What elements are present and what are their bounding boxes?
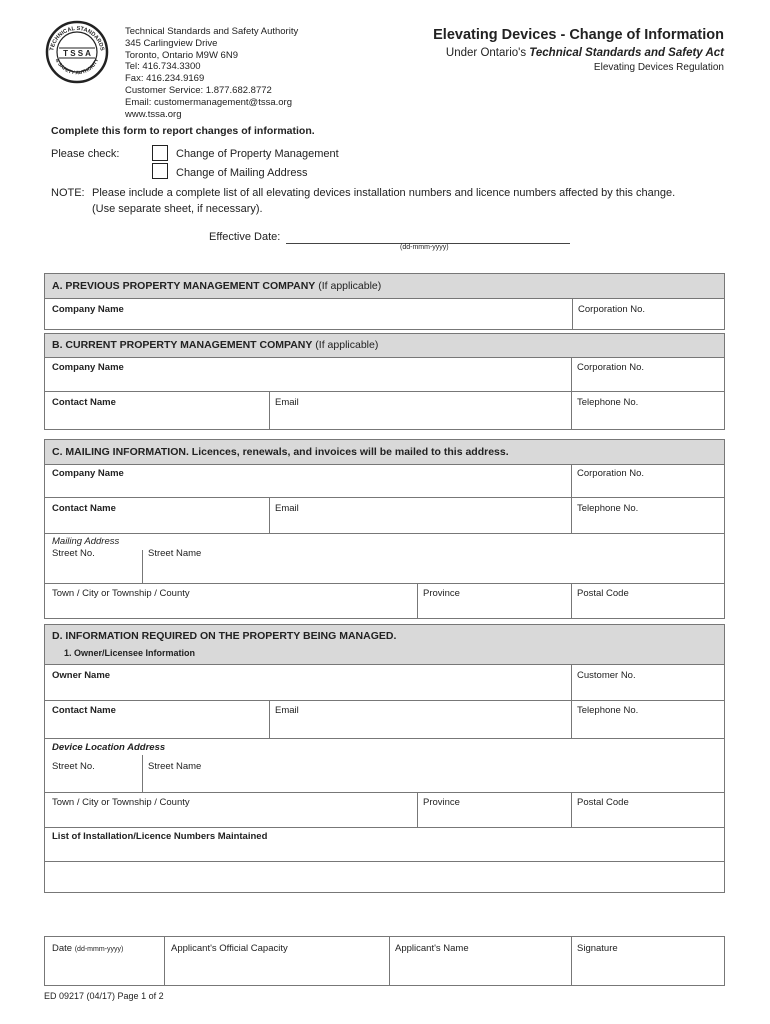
form-footer-code: ED 09217 (04/17) Page 1 of 2 [44, 991, 164, 1001]
form-title: Elevating Devices - Change of Information [433, 27, 724, 43]
c-street-no-label: Street No. [52, 548, 95, 559]
subtitle-act: Technical Standards and Safety Act [529, 47, 724, 59]
section-d-subtitle: 1. Owner/Licensee Information [64, 648, 196, 658]
d-street-no-label: Street No. [52, 761, 95, 772]
d-list-label: List of Installation/Licence Numbers Maintained [52, 831, 268, 842]
date-label-text: Date [52, 943, 73, 954]
b-telephone-label: Telephone No. [577, 397, 639, 408]
org-street: 345 Carlingview Drive [125, 37, 218, 49]
d-postal-label: Postal Code [577, 797, 629, 808]
section-b-suffix: (If applicable) [315, 339, 379, 351]
please-check-label: Please check: [51, 148, 120, 160]
org-service: Customer Service: 1.877.682.8772 [125, 84, 272, 96]
d-province-label: Province [423, 797, 460, 808]
c-email-label: Email [275, 503, 299, 514]
c-province-label: Province [423, 588, 460, 599]
section-b-header [45, 334, 724, 358]
org-web: www.tssa.org [125, 108, 182, 120]
a-corp-no-label: Corporation No. [578, 304, 646, 315]
logo-center-text: T S S A [63, 49, 91, 58]
form-title-block [433, 27, 724, 73]
form-instruction: Complete this form to report changes of information. [51, 125, 315, 137]
section-b-title: B. CURRENT PROPERTY MANAGEMENT COMPANY [52, 339, 313, 351]
section-c-header [45, 440, 724, 465]
checkbox-mailing-address[interactable] [152, 163, 168, 179]
c-mailing-address-label: Mailing Address [52, 536, 120, 547]
subtitle-prefix: Under Ontario's [445, 47, 530, 59]
capacity-label: Applicant's Official Capacity [171, 943, 288, 954]
logo-ring-top: TECHNICAL STANDARDS [49, 25, 105, 52]
c-town-label: Town / City or Township / County [52, 588, 190, 599]
org-fax: Fax: 416.234.9169 [125, 73, 205, 85]
section-b [44, 333, 725, 430]
note-line-1: Please include a complete list of all elevating devices installation numbers and licence numbers affected by this change. [92, 187, 676, 199]
d-street-name-label: Street Name [148, 761, 202, 772]
c-contact-name-label: Contact Name [52, 503, 116, 514]
org-name: Technical Standards and Safety Authority [125, 26, 299, 37]
tssa-logo [45, 20, 109, 84]
signature-row [44, 936, 725, 986]
section-d-title: D. INFORMATION REQUIRED ON THE PROPERTY BEING MANAGED. [52, 630, 397, 642]
d-town-label: Town / City or Township / County [52, 797, 190, 808]
checkbox-property-management[interactable] [152, 145, 168, 161]
option-property-management: Change of Property Management [176, 148, 339, 160]
date-label [52, 943, 123, 954]
c-telephone-label: Telephone No. [577, 503, 639, 514]
effective-date-hint: (dd-mmm-yyyy) [400, 244, 449, 251]
d-customer-no-label: Customer No. [577, 670, 636, 681]
d-email-label: Email [275, 705, 299, 716]
note-label: NOTE: [51, 187, 85, 199]
b-email-label: Email [275, 397, 299, 408]
c-postal-label: Postal Code [577, 588, 629, 599]
signature-label: Signature [577, 943, 618, 954]
effective-date-label: Effective Date: [209, 231, 281, 243]
d-telephone-label: Telephone No. [577, 705, 639, 716]
org-address [125, 26, 298, 120]
c-company-name-label: Company Name [52, 468, 124, 479]
effective-date-field[interactable] [286, 230, 570, 244]
a-company-name-label: Company Name [52, 304, 124, 315]
section-a-header [45, 274, 724, 299]
d-owner-name-label: Owner Name [52, 670, 111, 681]
section-d-header [45, 625, 724, 665]
b-company-name-label: Company Name [52, 362, 124, 373]
logo-ring-bottom: & SAFETY AUTHORITY [53, 57, 101, 77]
c-corp-no-label: Corporation No. [577, 468, 645, 479]
date-label-hint: (dd-mmm-yyyy) [74, 946, 124, 953]
svg-text:& SAFETY AUTHORITY [54, 57, 101, 76]
d-device-address-label: Device Location Address [52, 742, 166, 753]
org-email: Email: customermanagement@tssa.org [125, 96, 292, 108]
form-regulation: Elevating Devices Regulation [593, 62, 724, 73]
section-a-title: A. PREVIOUS PROPERTY MANAGEMENT COMPANY [52, 280, 316, 292]
section-a-suffix: (If applicable) [318, 280, 382, 292]
note-line-2: (Use separate sheet, if necessary). [92, 203, 263, 215]
section-d [44, 624, 725, 893]
b-contact-name-label: Contact Name [52, 397, 116, 408]
d-contact-name-label: Contact Name [52, 705, 116, 716]
b-corp-no-label: Corporation No. [577, 362, 645, 373]
c-street-name-label: Street Name [148, 548, 202, 559]
applicant-name-label: Applicant's Name [395, 943, 469, 954]
section-c-title: C. MAILING INFORMATION. Licences, renewals, and invoices will be mailed to this address. [52, 446, 509, 458]
option-mailing-address: Change of Mailing Address [176, 167, 308, 179]
section-c [44, 439, 725, 619]
org-city: Toronto, Ontario M9W 6N9 [125, 49, 238, 61]
form-subtitle [433, 47, 724, 59]
section-a [44, 273, 725, 330]
org-tel: Tel: 416.734.3300 [125, 61, 201, 73]
